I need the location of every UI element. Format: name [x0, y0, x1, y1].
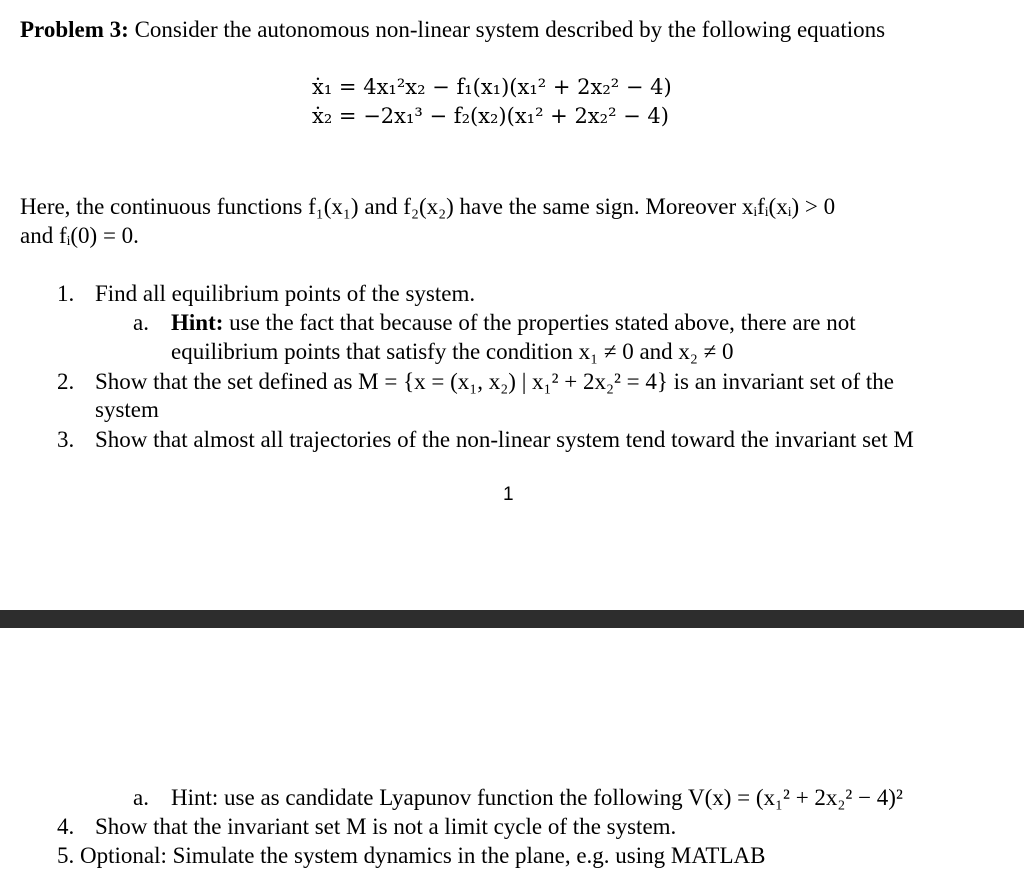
conditions-line-1: Here, the continuous functions f₁(x₁) and f₂(x₂) have the same sign. Moreover xᵢfᵢ(xᵢ) > 0: [20, 194, 836, 219]
list-item-letter: a.: [133, 310, 149, 335]
list-item-letter: a.: [133, 785, 149, 810]
list-item-5-partial: [0, 838, 1024, 868]
list-item-text: Find all equilibrium points of the system.: [95, 281, 476, 306]
list-item-text: Show that the invariant set M is not a limit cycle of the system.: [95, 814, 677, 839]
page-separator: [0, 610, 1024, 628]
list-item-number: 1.: [57, 281, 75, 306]
list-item-2-continued: system: [95, 397, 159, 422]
list-item-number: 2.: [57, 369, 75, 394]
list-item-3a-hint: [133, 784, 903, 812]
list-item-1a-hint: [133, 309, 856, 337]
list-item-4: [57, 813, 676, 841]
problem-statement-line: [20, 16, 885, 44]
list-item-number: 3.: [57, 427, 75, 452]
list-item-text: Show that almost all trajectories of the non-linear system tend toward the invariant set M: [95, 427, 914, 452]
conditions-line-2: and fᵢ(0) = 0.: [20, 223, 139, 248]
problem-intro: Consider the autonomous non-linear system described by the following equations: [134, 17, 886, 42]
list-item-3: [57, 426, 914, 454]
list-item-1: [57, 280, 475, 308]
list-item-text: Show that the set defined as M = {x = (x₁, x₂) | x₁² + 2x₂² = 4} is an invariant set of the: [95, 369, 894, 394]
page-number: 1: [503, 484, 514, 505]
equation-2: ẋ₂ = −2x₁³ − f₂(x₂)(x₁² + 2x₂² − 4): [312, 104, 669, 128]
hint-label: Hint:: [171, 310, 224, 335]
hint-text: use the fact that because of the properties stated above, there are not: [229, 310, 856, 335]
hint-text: Hint: use as candidate Lyapunov function the following V(x) = (x₁² + 2x₂² − 4)²: [171, 785, 903, 810]
document-page-2: [0, 628, 1024, 851]
list-item-5-text: 5. Optional: Simulate the system dynamics in the plane, e.g. using MATLAB: [57, 843, 766, 868]
equation-1: ẋ₁ = 4x₁²x₂ − f₁(x₁)(x₁² + 2x₂² − 4): [312, 75, 672, 99]
hint-text-continued: equilibrium points that satisfy the condition x₁ ≠ 0 and x₂ ≠ 0: [171, 339, 734, 364]
list-item-2: [57, 368, 894, 396]
problem-heading: Problem 3:: [20, 17, 129, 42]
list-item-number: 4.: [57, 814, 75, 839]
